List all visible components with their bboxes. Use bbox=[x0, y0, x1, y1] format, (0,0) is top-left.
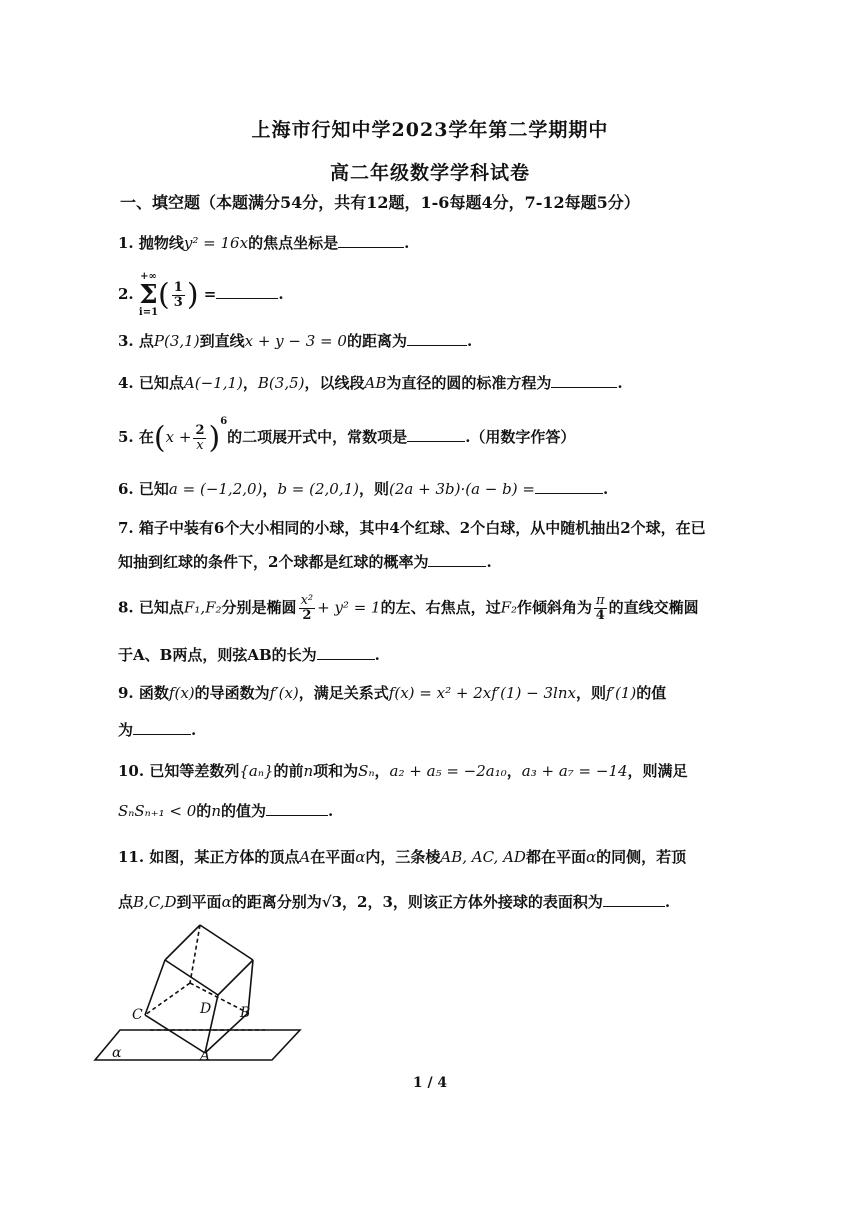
fraction: $\frac{\pi}{4}$ bbox=[595, 593, 605, 623]
question-9 bbox=[118, 682, 666, 703]
punct: . bbox=[602, 480, 609, 498]
cube-edge bbox=[218, 960, 253, 995]
question-10-line2 bbox=[118, 800, 333, 821]
math-expr: α bbox=[585, 848, 597, 866]
punct: . bbox=[278, 285, 284, 303]
question-text: 项和为 bbox=[313, 762, 359, 780]
question-text: 在平面 bbox=[310, 848, 356, 866]
question-text: 的二项展开式中，常数项是 bbox=[227, 428, 408, 446]
cube-edge bbox=[165, 960, 218, 995]
sum-symbol: +∞ Σ i=1 bbox=[138, 271, 159, 318]
question-number: 10. bbox=[118, 762, 145, 780]
math-expr: n bbox=[211, 802, 221, 820]
answer-blank[interactable] bbox=[428, 552, 486, 567]
answer-blank[interactable] bbox=[407, 331, 467, 346]
question-8-line2 bbox=[118, 644, 380, 665]
question-number: 3. bbox=[118, 332, 134, 350]
question-text: 于A、B两点，则弦AB的长为 bbox=[118, 646, 317, 664]
math-expr: F₁,F₂ bbox=[183, 598, 222, 617]
question-number: 9. bbox=[118, 684, 134, 702]
sum-upper: +∞ bbox=[140, 271, 157, 282]
question-text: 的距离分别为 bbox=[231, 893, 322, 911]
math-expr: x + bbox=[165, 428, 192, 446]
math-expr: f(x) = x² + 2xf′(1) − 3lnx bbox=[388, 684, 576, 702]
math-expr: b = (2,0,1) bbox=[277, 480, 360, 498]
punct: . bbox=[374, 646, 380, 664]
question-text: 的焦点坐标是 bbox=[248, 234, 339, 252]
math-expr: n bbox=[303, 762, 314, 780]
exponent: 6 bbox=[220, 416, 228, 427]
question-text: 的导函数为 bbox=[194, 684, 270, 702]
question-text: 分别是椭圆 bbox=[221, 598, 297, 617]
punct: .（用数字作答） bbox=[465, 428, 576, 446]
cube-figure bbox=[90, 915, 310, 1065]
math-expr: AB bbox=[364, 374, 387, 392]
page-title: 上海市行知中学2023学年第二学期期中 bbox=[251, 119, 609, 141]
question-text: 的 bbox=[196, 802, 212, 820]
fraction: $\frac{2}{x}$ bbox=[195, 422, 205, 453]
page-number: 1 / 4 bbox=[412, 1075, 448, 1091]
question-number: 2. bbox=[118, 285, 134, 303]
page-subtitle: 高二年级数学学科试卷 bbox=[329, 162, 530, 184]
math-expr: B,C,D bbox=[133, 893, 177, 911]
math-expr: SₙSₙ₊₁ < 0 bbox=[118, 802, 197, 820]
math-expr: f′(1) bbox=[605, 684, 637, 702]
question-number: 6. bbox=[118, 480, 134, 498]
answer-blank[interactable] bbox=[407, 427, 465, 442]
label-A: A bbox=[200, 1048, 211, 1064]
question-text: 的值 bbox=[636, 684, 667, 702]
cube-edge bbox=[200, 925, 253, 960]
question-11-line2 bbox=[118, 891, 670, 912]
fraction: $\frac{1}{3}$ bbox=[173, 279, 183, 310]
question-text: 在 bbox=[138, 428, 154, 446]
question-text: 已知点 bbox=[138, 598, 184, 617]
hidden-edge bbox=[145, 983, 190, 1015]
plane-alpha bbox=[95, 1030, 300, 1060]
question-text: ，以线段 bbox=[304, 374, 365, 392]
question-number: 1. bbox=[118, 234, 134, 252]
question-text: 函数 bbox=[138, 684, 169, 702]
math-expr: AB, AC, AD bbox=[440, 848, 526, 866]
cube-edge bbox=[145, 960, 165, 1015]
question-number: 4. bbox=[118, 374, 134, 392]
math-expr: A bbox=[299, 848, 311, 866]
question-4: 4. 已知点A(−1,1)，B(3,5)，以线段AB为直径的圆的标准方程为 . bbox=[118, 374, 623, 392]
math-expr: P(3,1) bbox=[153, 332, 200, 350]
math-expr: f(x) bbox=[168, 684, 195, 702]
math-expr: α bbox=[355, 848, 366, 866]
question-text: ，则满足 bbox=[627, 762, 688, 780]
question-3 bbox=[118, 330, 472, 351]
answer-blank[interactable] bbox=[266, 801, 328, 816]
question-6: 6. 已知a = (−1,2,0)，b = (2,0,1)，则(2a + 3b)·(a − b) = . bbox=[118, 480, 609, 498]
question-text: 内，三条棱 bbox=[365, 848, 441, 866]
question-text: 点 bbox=[118, 893, 134, 911]
question-number: 11. bbox=[118, 848, 145, 866]
question-7 bbox=[118, 517, 706, 538]
question-text: 的直线交椭圆 bbox=[608, 598, 699, 617]
answer-blank[interactable] bbox=[603, 892, 665, 907]
question-text: 的同侧，若顶 bbox=[596, 848, 687, 866]
math-expr: x + y − 3 = 0 bbox=[244, 332, 347, 350]
question-text: 的距离为 bbox=[346, 332, 407, 350]
math-expr: a₂ + a₅ = −2a₁₀ bbox=[389, 762, 507, 780]
answer-blank[interactable] bbox=[317, 645, 375, 660]
question-text: 箱子中装有6个大小相同的小球，其中4个红球、2个白球，从中随机抽出2个球，在已 bbox=[138, 519, 706, 537]
label-D: D bbox=[200, 1001, 212, 1017]
punct: . bbox=[466, 332, 473, 350]
punct: . bbox=[617, 374, 623, 392]
math-expr: (2a + 3b)·(a − b) = bbox=[389, 480, 535, 498]
question-text: 的左、右焦点，过 bbox=[380, 598, 501, 617]
punct: . bbox=[404, 234, 410, 252]
question-7-line2 bbox=[118, 551, 492, 572]
question-text: 已知点 bbox=[138, 374, 184, 392]
question-text: 已知等差数列 bbox=[149, 762, 240, 780]
answer-blank[interactable] bbox=[216, 284, 278, 299]
math-expr: B(3,5) bbox=[257, 374, 305, 392]
question-text: = bbox=[203, 285, 217, 303]
question-text: 的前 bbox=[273, 762, 304, 780]
punct: . bbox=[328, 802, 334, 820]
answer-blank[interactable] bbox=[338, 233, 404, 248]
question-text: 抛物线 bbox=[138, 234, 184, 252]
question-text: 如图，某正方体的顶点 bbox=[149, 848, 300, 866]
question-10: 10. 已知等差数列{aₙ}的前n项和为Sₙ，a₂ + a₅ = −2a₁₀，a₃ + a₇ = −14，则满足 bbox=[118, 762, 688, 780]
punct: . bbox=[191, 721, 197, 739]
math-expr: α bbox=[221, 893, 232, 911]
question-number: 5. bbox=[118, 428, 134, 446]
question-text: ，满足关系式 bbox=[298, 684, 389, 702]
math-expr: a₃ + a₇ = −14 bbox=[521, 762, 628, 780]
question-11 bbox=[118, 846, 686, 867]
question-text: 的值为 bbox=[220, 802, 266, 820]
math-expr: A(−1,1) bbox=[183, 374, 243, 392]
question-text: ，则 bbox=[575, 684, 606, 702]
question-text: 到直线 bbox=[199, 332, 245, 350]
question-text: 都在平面 bbox=[525, 848, 586, 866]
math-expr: f′(x) bbox=[269, 684, 299, 702]
question-text: 点 bbox=[138, 332, 154, 350]
label-B: B bbox=[240, 1005, 251, 1021]
question-9-line2 bbox=[118, 719, 196, 740]
math-expr: {aₙ} bbox=[239, 762, 274, 780]
answer-blank[interactable] bbox=[551, 373, 617, 388]
fraction: $\frac{\text{x²}}{2}$ bbox=[300, 593, 314, 623]
math-expr: y² = 16x bbox=[183, 234, 249, 252]
question-text: 为 bbox=[118, 721, 134, 739]
question-text: 作倾斜角为 bbox=[517, 598, 593, 617]
math-expr: Sₙ bbox=[358, 762, 375, 780]
punct: . bbox=[486, 553, 492, 571]
question-2: 2. +∞ Σ i=1 ( $\frac{1}{3}$ ) = . bbox=[118, 271, 284, 318]
answer-blank[interactable] bbox=[535, 479, 603, 494]
question-1 bbox=[118, 232, 409, 253]
question-text: 到平面 bbox=[176, 893, 222, 911]
label-C: C bbox=[132, 1007, 143, 1023]
answer-blank[interactable] bbox=[133, 720, 191, 735]
cube-edge bbox=[145, 1015, 205, 1053]
question-text: 知抽到红球的条件下，2个球都是红球的概率为 bbox=[118, 553, 429, 571]
question-text: 为直径的圆的标准方程为 bbox=[386, 374, 552, 392]
section-heading: 一、填空题（本题满分54分，共有12题，1-6每题4分，7-12每题5分） bbox=[120, 193, 640, 212]
question-number: 8. bbox=[118, 598, 134, 617]
question-5: 5. 在(x + $\frac{2}{x}$ )$^6$的二项展开式中，常数项是 .（用数字作答） bbox=[118, 416, 576, 456]
question-8 bbox=[118, 594, 699, 623]
question-text: 已知 bbox=[138, 480, 169, 498]
sum-lower: i=1 bbox=[138, 307, 159, 318]
question-text: √3，2，3，则该正方体外接球的表面积为 bbox=[321, 893, 603, 911]
math-expr: F₂ bbox=[500, 598, 518, 617]
label-alpha: α bbox=[112, 1045, 122, 1061]
punct: . bbox=[664, 893, 671, 911]
math-expr: + y² = 1 bbox=[317, 598, 381, 617]
math-expr: a = (−1,2,0) bbox=[168, 480, 263, 498]
question-text: ，则 bbox=[359, 480, 390, 498]
question-number: 7. bbox=[118, 519, 134, 537]
